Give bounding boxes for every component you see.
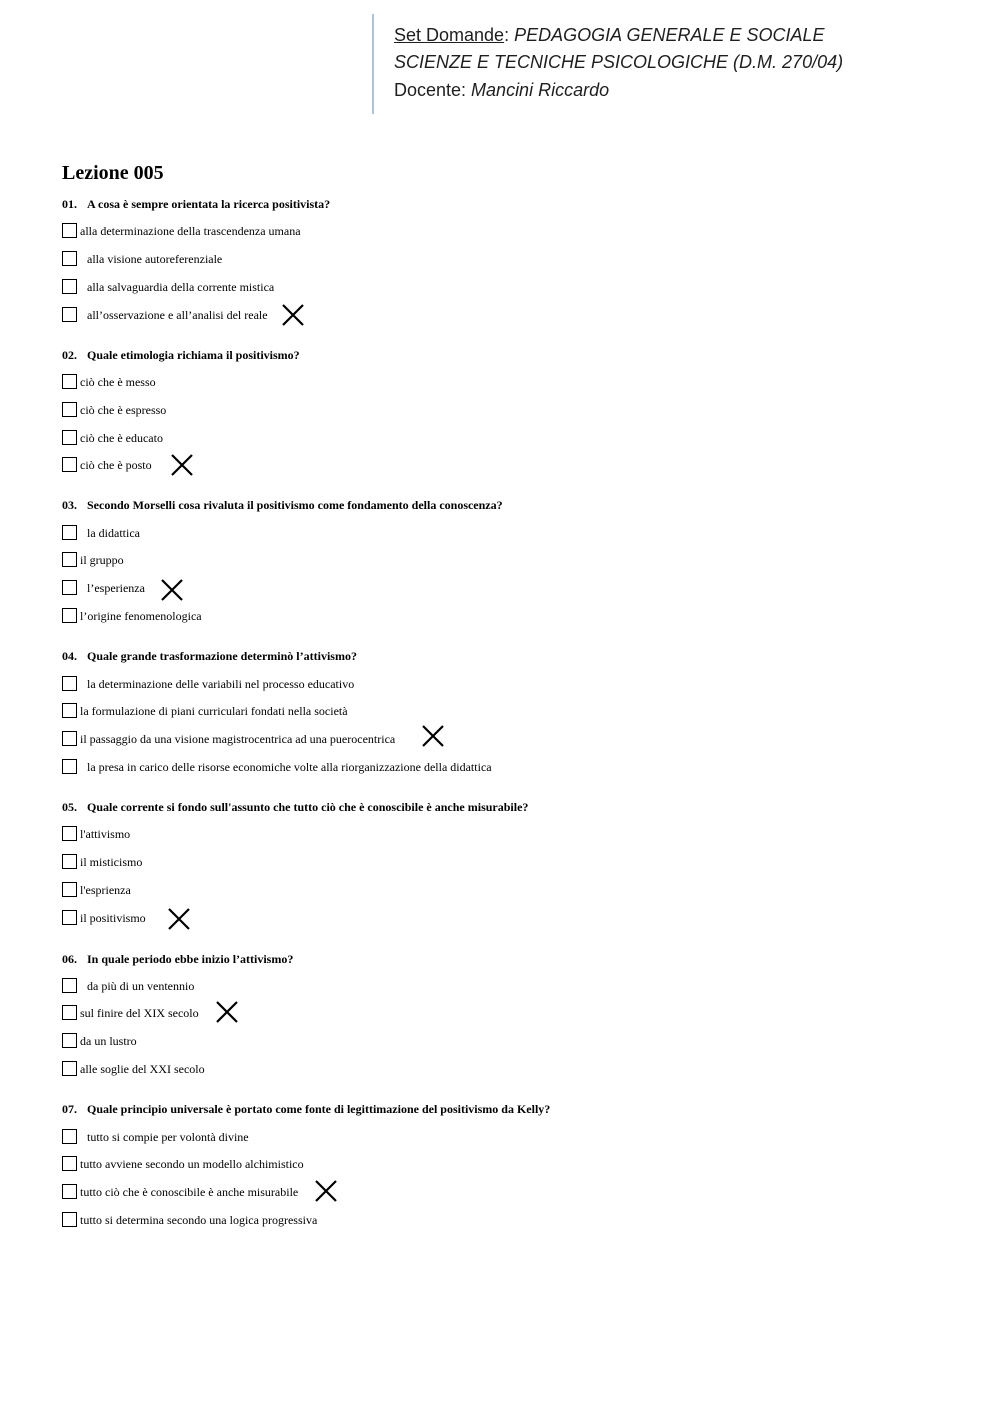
checkbox[interactable]	[62, 703, 77, 718]
checkbox[interactable]	[62, 1061, 77, 1076]
option-label: ciò che è posto	[80, 458, 152, 472]
option-label: alla visione autoreferenziale	[87, 252, 223, 266]
option-label: l'esprienza	[80, 883, 131, 897]
question-number: 07.	[62, 1102, 77, 1116]
answer-cross-icon	[281, 303, 305, 327]
option-label: alla salvaguardia della corrente mistica	[87, 280, 275, 294]
checkbox[interactable]	[62, 525, 77, 540]
question-6	[62, 951, 293, 967]
option-label: il passaggio da una visione magistrocentrica ad una puerocentrica	[80, 732, 396, 746]
answer-cross-icon	[314, 1179, 338, 1203]
question-text: A cosa è sempre orientata la ricerca positivista?	[87, 197, 331, 211]
checkbox[interactable]	[62, 1184, 77, 1199]
checkbox[interactable]	[62, 608, 77, 623]
option-label: ciò che è espresso	[80, 403, 167, 417]
question-text: In quale periodo ebbe inizio l’attivismo?	[87, 952, 294, 966]
question-2	[62, 347, 300, 363]
answer-cross-icon	[160, 578, 184, 602]
course-title-line2: SCIENZE E TECNICHE PSICOLOGICHE (D.M. 270/04)	[394, 52, 844, 72]
checkbox[interactable]	[62, 223, 77, 238]
answer-cross-icon	[170, 453, 194, 477]
question-4	[62, 648, 357, 664]
question-text: Quale principio universale è portato come fonte di legittimazione del positivismo da Kelly?	[87, 1102, 551, 1116]
checkbox[interactable]	[62, 731, 77, 746]
option-label: il misticismo	[80, 855, 143, 869]
docente-label: Docente:	[394, 80, 472, 100]
option-label: la presa in carico delle risorse economiche volte alla riorganizzazione della didattica	[87, 760, 492, 774]
answer-cross-icon	[421, 724, 445, 748]
option-label: il positivismo	[80, 911, 146, 925]
checkbox[interactable]	[62, 374, 77, 389]
checkbox[interactable]	[62, 251, 77, 266]
option-label: il gruppo	[80, 553, 124, 567]
header-docente-line	[394, 79, 609, 101]
checkbox[interactable]	[62, 978, 77, 993]
question-text: Secondo Morselli cosa rivaluta il positivismo come fondamento della conoscenza?	[87, 498, 503, 512]
question-number: 03.	[62, 498, 77, 512]
option-label: la didattica	[87, 526, 140, 540]
question-1	[62, 196, 330, 212]
header-set-line	[394, 24, 825, 46]
checkbox[interactable]	[62, 854, 77, 869]
question-5	[62, 799, 528, 815]
header-colon: :	[504, 25, 515, 45]
checkbox[interactable]	[62, 882, 77, 897]
option-label: tutto avviene secondo un modello alchimistico	[80, 1157, 304, 1171]
docente-name: Mancini Riccardo	[471, 80, 610, 100]
checkbox[interactable]	[62, 759, 77, 774]
option-label: tutto si compie per volontà divine	[87, 1130, 249, 1144]
answer-cross-icon	[215, 1000, 239, 1024]
checkbox[interactable]	[62, 402, 77, 417]
option-label: sul finire del XIX secolo	[80, 1006, 199, 1020]
answer-cross-icon	[167, 907, 191, 931]
question-7	[62, 1101, 550, 1117]
question-number: 05.	[62, 800, 77, 814]
option-label: tutto si determina secondo una logica progressiva	[80, 1213, 318, 1227]
checkbox[interactable]	[62, 1212, 77, 1227]
checkbox[interactable]	[62, 552, 77, 567]
checkbox[interactable]	[62, 1129, 77, 1144]
option-label: ciò che è messo	[80, 375, 156, 389]
question-number: 01.	[62, 197, 77, 211]
set-domande-label: Set Domande	[394, 25, 505, 45]
checkbox[interactable]	[62, 676, 77, 691]
question-text: Quale etimologia richiama il positivismo?	[87, 348, 300, 362]
question-3	[62, 497, 503, 513]
option-label: da un lustro	[80, 1034, 137, 1048]
checkbox[interactable]	[62, 457, 77, 472]
option-label: alla determinazione della trascendenza umana	[80, 224, 301, 238]
checkbox[interactable]	[62, 580, 77, 595]
checkbox[interactable]	[62, 430, 77, 445]
option-label: tutto ciò che è conoscibile è anche misurabile	[80, 1185, 299, 1199]
question-text: Quale corrente si fondo sull'assunto che tutto ciò che è conoscibile è anche misurabile?	[87, 800, 529, 814]
checkbox[interactable]	[62, 307, 77, 322]
checkbox[interactable]	[62, 1005, 77, 1020]
checkbox[interactable]	[62, 910, 77, 925]
option-label: la determinazione delle variabili nel processo educativo	[87, 677, 355, 691]
checkbox[interactable]	[62, 279, 77, 294]
option-label: l'attivismo	[80, 827, 131, 841]
question-number: 04.	[62, 649, 77, 663]
checkbox[interactable]	[62, 1156, 77, 1171]
question-number: 06.	[62, 952, 77, 966]
option-label: da più di un ventennio	[87, 979, 195, 993]
option-label: la formulazione di piani curriculari fondati nella società	[80, 704, 348, 718]
option-label: l’origine fenomenologica	[80, 609, 202, 623]
lesson-title: Lezione 005	[62, 162, 164, 184]
course-title-line1: PEDAGOGIA GENERALE E SOCIALE	[514, 25, 825, 45]
checkbox[interactable]	[62, 826, 77, 841]
checkbox[interactable]	[62, 1033, 77, 1048]
document-header	[372, 14, 974, 114]
option-label: l’esperienza	[87, 581, 145, 595]
option-label: all’osservazione e all’analisi del reale	[87, 308, 268, 322]
question-number: 02.	[62, 348, 77, 362]
question-text: Quale grande trasformazione determinò l’attivismo?	[87, 649, 357, 663]
option-label: alle soglie del XXI secolo	[80, 1062, 205, 1076]
option-label: ciò che è educato	[80, 431, 163, 445]
